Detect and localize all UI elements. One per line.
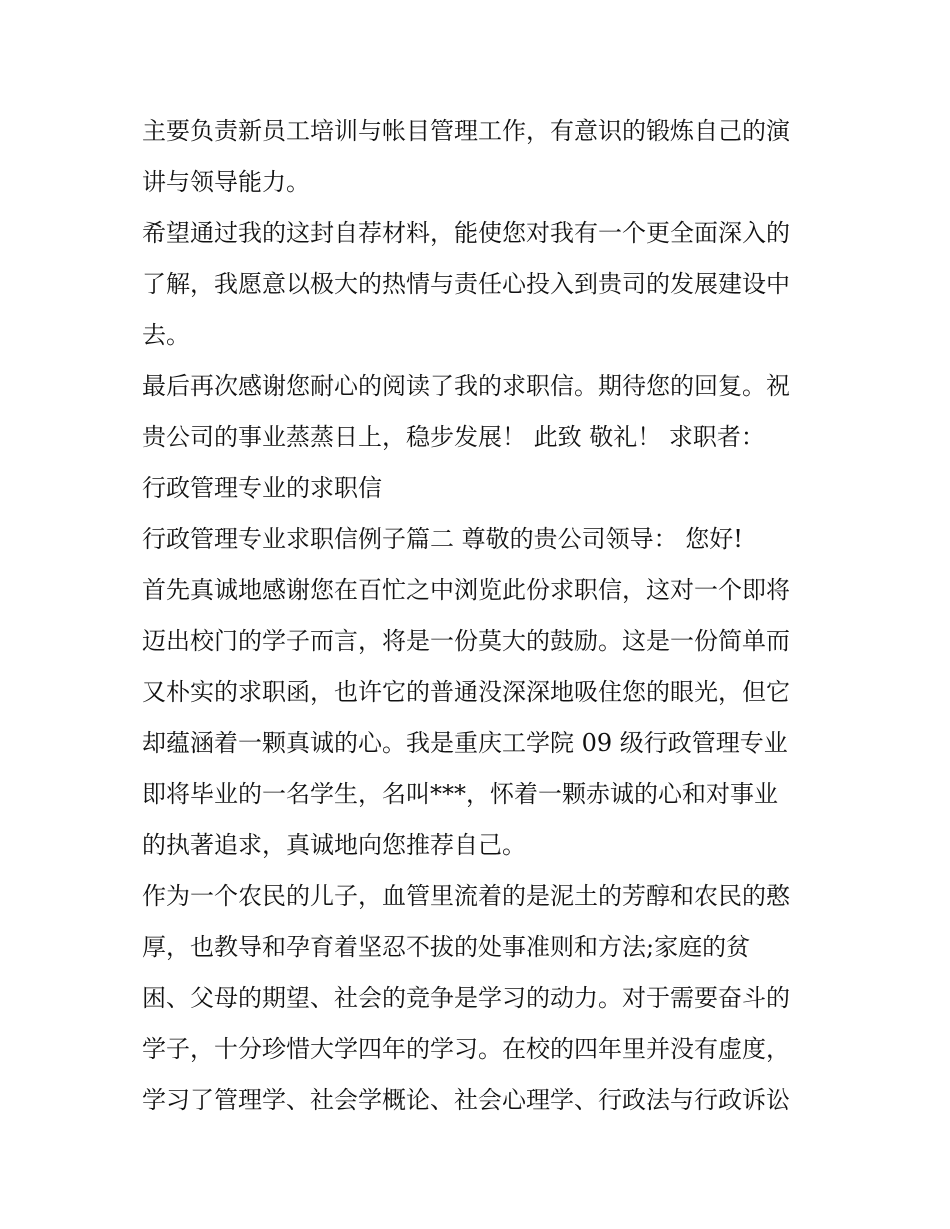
- text-line: 首先真诚地感谢您在百忙之中浏览此份求职信，这对一个即将: [142, 576, 790, 604]
- text-line: 去。: [142, 321, 190, 349]
- text-line: 讲与领导能力。: [142, 168, 310, 196]
- text-line: 即将毕业的一名学生，名叫***，怀着一颗赤诚的心和对事业: [142, 780, 778, 808]
- text-line: 学子，十分珍惜大学四年的学习。在校的四年里并没有虚度，: [142, 1035, 790, 1063]
- text-line: 了解，我愿意以极大的热情与责任心投入到贵司的发展建设中: [142, 270, 790, 298]
- text-line: 迈出校门的学子而言，将是一份莫大的鼓励。这是一份简单而: [142, 627, 790, 655]
- text-line: 又朴实的求职函，也许它的普通没深深地吸住您的眼光，但它: [142, 678, 790, 706]
- section-title: 行政管理专业的求职信: [142, 474, 382, 502]
- text-line: 行政管理专业求职信例子篇二 尊敬的贵公司领导： 您好!: [142, 525, 743, 553]
- text-line: 的执著追求，真诚地向您推荐自己。: [142, 831, 526, 859]
- text-line: 贵公司的事业蒸蒸日上，稳步发展！ 此致 敬礼！ 求职者：: [142, 423, 765, 451]
- text-line: 作为一个农民的儿子，血管里流着的是泥土的芳醇和农民的憨: [142, 882, 790, 910]
- text-line: 厚，也教导和孕育着坚忍不拔的处事准则和方法;家庭的贫: [142, 933, 751, 961]
- text-line: 却蕴涵着一颗真诚的心。我是重庆工学院 09 级行政管理专业: [142, 729, 788, 757]
- text-line: 主要负责新员工培训与帐目管理工作，有意识的锻炼自己的演: [142, 117, 790, 145]
- text-line: 最后再次感谢您耐心的阅读了我的求职信。期待您的回复。祝: [142, 372, 790, 400]
- text-line: 学习了管理学、社会学概论、社会心理学、行政法与行政诉讼: [142, 1086, 790, 1114]
- text-line: 困、父母的期望、社会的竞争是学习的动力。对于需要奋斗的: [142, 984, 790, 1012]
- document-body: [142, 106, 822, 1126]
- text-line: 希望通过我的这封自荐材料，能使您对我有一个更全面深入的: [142, 219, 790, 247]
